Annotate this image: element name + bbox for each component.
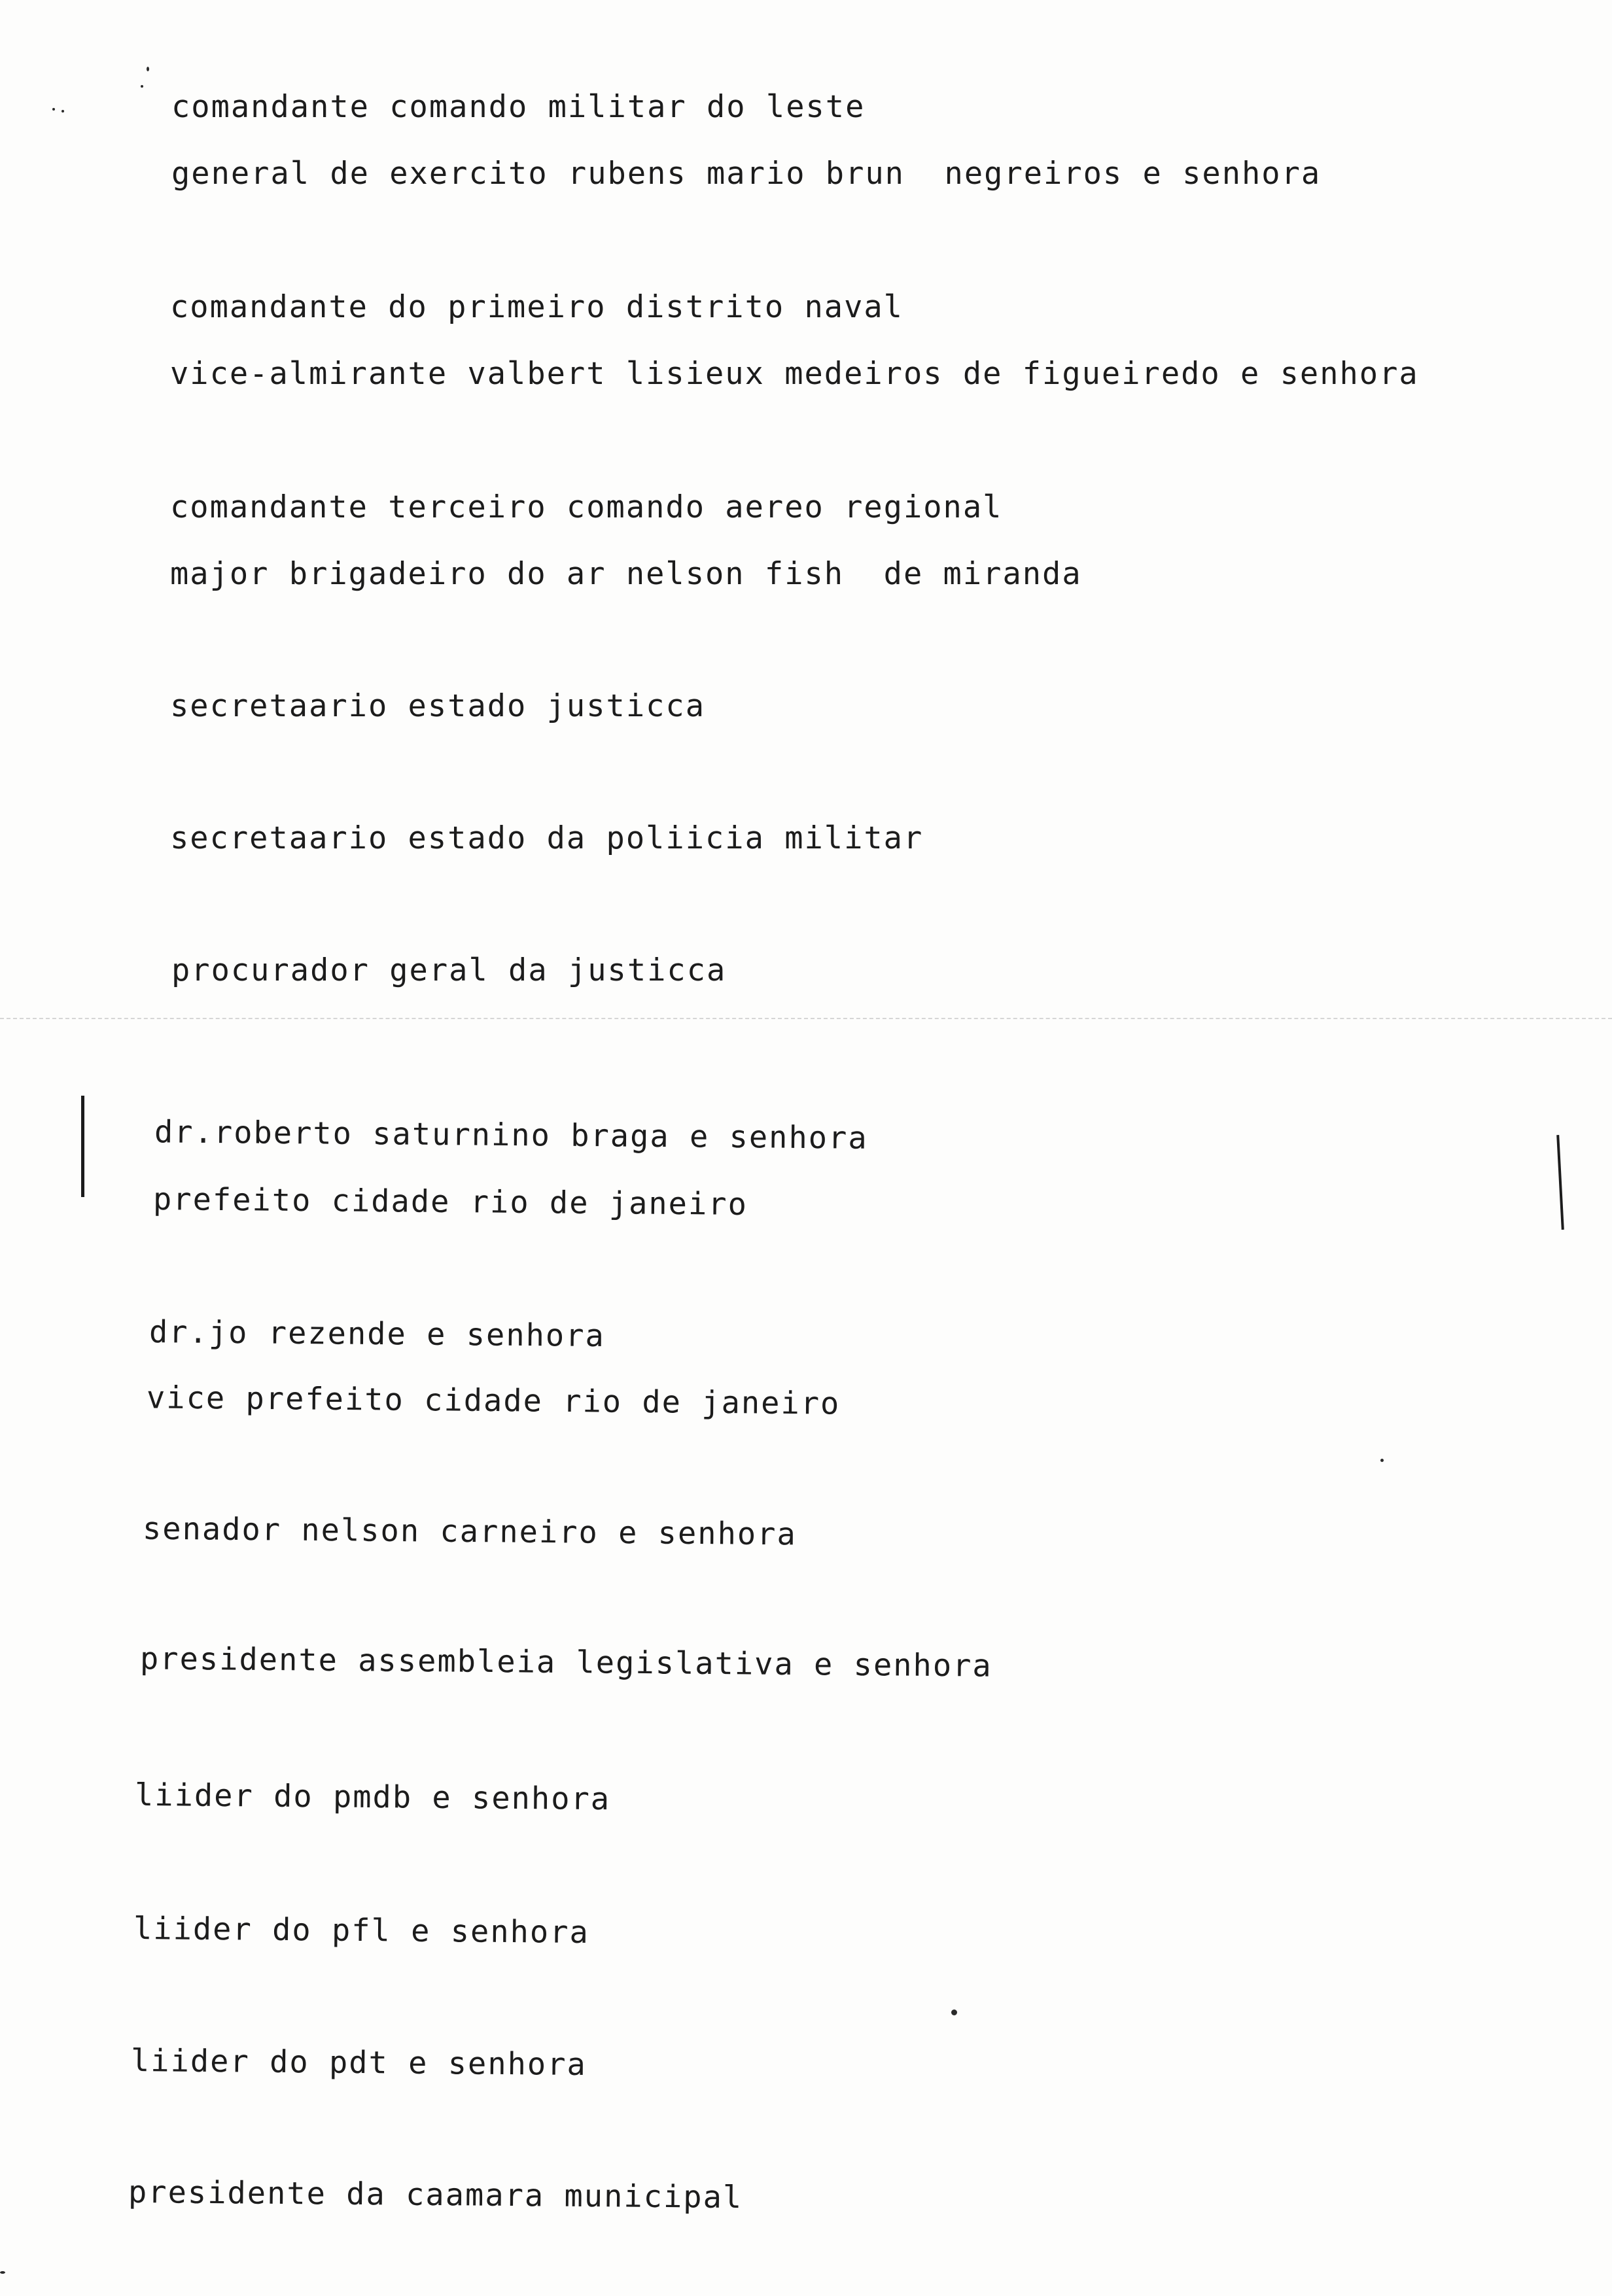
text-line: dr.jo rezende e senhora	[149, 1313, 606, 1355]
speck-dot	[52, 108, 55, 111]
speck-dot	[61, 110, 64, 113]
speck-dot	[1380, 1459, 1384, 1462]
text-line: liider do pmdb e senhora	[134, 1777, 611, 1818]
text-line: comandante terceiro comando aereo regional	[170, 489, 1003, 525]
text-line: secretaario estado da poliicia militar	[170, 820, 924, 856]
text-line: presidente assembleia legislativa e senhora	[139, 1641, 992, 1684]
text-line: secretaario estado justicca	[170, 688, 706, 724]
text-line: liider do pdt e senhora	[130, 2042, 587, 2083]
speck-dot	[147, 67, 149, 71]
text-line: vice-almirante valbert lisieux medeiros de figueiredo e senhora	[170, 356, 1419, 392]
text-line: senador nelson carneiro e senhora	[142, 1510, 797, 1553]
margin-bar-left	[81, 1096, 84, 1197]
text-line: dr.roberto saturnino braga e senhora	[154, 1114, 868, 1157]
text-line: vice prefeito cidade rio de janeiro	[146, 1380, 841, 1422]
text-line: general de exercito rubens mario brun negreiros e senhora	[171, 156, 1322, 192]
margin-bar-right	[1556, 1135, 1564, 1230]
text-line: comandante do primeiro distrito naval	[170, 289, 903, 325]
text-line: presidente da caamara municipal	[128, 2174, 743, 2216]
speck-dot	[0, 2271, 5, 2274]
page-tear-divider	[0, 1018, 1612, 1019]
speck-dot	[951, 2009, 957, 2015]
text-line: comandante comando militar do leste	[171, 89, 866, 125]
speck-dot	[141, 85, 143, 88]
text-line: major brigadeiro do ar nelson fish de miranda	[170, 556, 1082, 592]
text-line: liider do pfl e senhora	[133, 1910, 590, 1951]
text-line: procurador geral da justicca	[171, 952, 727, 988]
text-line: prefeito cidade rio de janeiro	[152, 1181, 748, 1223]
